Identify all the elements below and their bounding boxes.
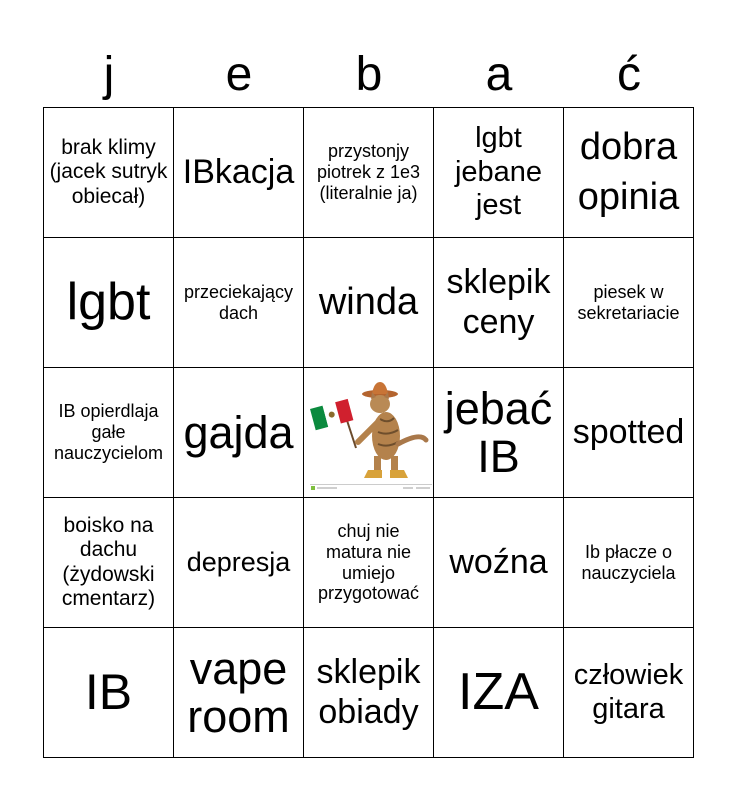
bingo-cell[interactable]: brak klimy (jacek sutryk obiecał) — [44, 108, 174, 238]
bingo-board — [43, 107, 694, 758]
board-row — [44, 108, 694, 238]
bingo-cell[interactable]: IZA — [434, 628, 564, 758]
bingo-header — [44, 44, 694, 106]
bingo-cell[interactable]: lgbt — [44, 238, 174, 368]
header-letter-1: j — [103, 48, 115, 101]
bingo-cell[interactable]: jebać IB — [434, 368, 564, 498]
bingo-cell[interactable]: winda — [304, 238, 434, 368]
bingo-cell[interactable]: woźna — [434, 498, 564, 628]
free-space-cell[interactable] — [304, 368, 434, 498]
bingo-cell[interactable]: przystonjy piotrek z 1e3 (literalnie ja) — [304, 108, 434, 238]
bingo-cell[interactable]: piesek w sekretariacie — [564, 238, 694, 368]
board-row — [44, 498, 694, 628]
bingo-cell[interactable]: lgbt jebane jest — [434, 108, 564, 238]
bingo-cell[interactable]: przeciekający dach — [174, 238, 304, 368]
board-row — [44, 238, 694, 368]
header-letter-3: b — [355, 48, 383, 101]
bingo-cell[interactable]: IB opierdlaja gałe nauczycielom — [44, 368, 174, 498]
board-row — [44, 628, 694, 758]
bingo-cell[interactable]: spotted — [564, 368, 694, 498]
bingo-cell[interactable]: sklepik ceny — [434, 238, 564, 368]
bingo-cell[interactable]: chuj nie matura nie umiejo przygotować — [304, 498, 434, 628]
bingo-cell[interactable]: depresja — [174, 498, 304, 628]
bingo-cell[interactable]: gajda — [174, 368, 304, 498]
cat-with-sombrero-and-mexican-flag-icon — [308, 374, 434, 492]
header-letter-4: a — [485, 48, 513, 101]
bingo-cell[interactable]: vape room — [174, 628, 304, 758]
header-letter-5: ć — [617, 48, 641, 101]
bingo-cell[interactable]: Ib płacze o nauczyciela — [564, 498, 694, 628]
board-row — [44, 368, 694, 498]
bingo-cell[interactable]: dobra opinia — [564, 108, 694, 238]
bingo-cell[interactable]: IB — [44, 628, 174, 758]
bingo-cell[interactable]: człowiek gitara — [564, 628, 694, 758]
bingo-cell[interactable]: sklepik obiady — [304, 628, 434, 758]
header-letter-2: e — [225, 48, 253, 101]
bingo-cell[interactable]: IBkacja — [174, 108, 304, 238]
bingo-cell[interactable]: boisko na dachu (żydowski cmentarz) — [44, 498, 174, 628]
